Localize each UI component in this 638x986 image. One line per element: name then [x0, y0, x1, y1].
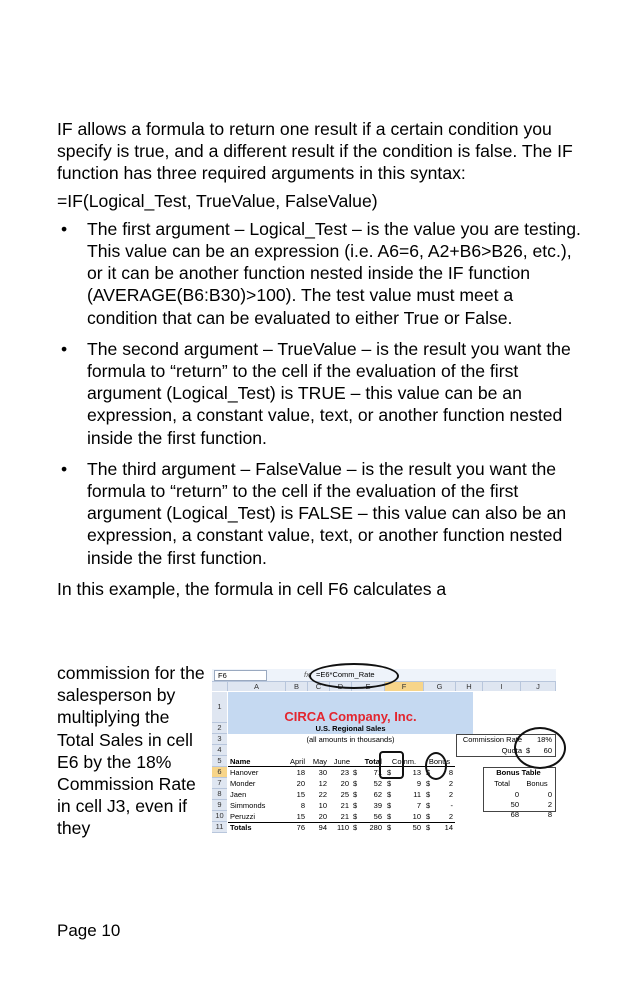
- table-cell: $: [353, 768, 358, 777]
- table-cell: 20: [318, 812, 327, 821]
- table-cell: 14: [444, 823, 453, 832]
- bonus-cell: 0: [547, 790, 552, 799]
- column-header: A: [228, 682, 286, 691]
- header-name: Name: [230, 757, 251, 766]
- table-cell: 21: [340, 801, 349, 810]
- syntax-line: =IF(Logical_Test, TrueValue, FalseValue): [57, 190, 378, 211]
- row-header: 3: [212, 734, 227, 745]
- argument-list: [57, 218, 587, 569]
- table-cell: 10: [318, 801, 327, 810]
- comm-rate-value: 18%: [536, 735, 552, 744]
- row-header: 8: [212, 789, 227, 800]
- table-cell: 7: [416, 801, 421, 810]
- row-header: 6: [212, 767, 227, 778]
- table-cell: $: [353, 801, 358, 810]
- table-cell: 94: [318, 823, 327, 832]
- header-comm: Comm.: [391, 757, 417, 766]
- bonus-cell: 68: [510, 810, 519, 819]
- table-cell: 15: [296, 790, 305, 799]
- table-cell: 15: [296, 812, 305, 821]
- column-header: E: [352, 682, 385, 691]
- sheet-title: CIRCA Company, Inc.: [284, 709, 417, 724]
- document-body: [57, 118, 587, 600]
- table-cell: 56: [373, 812, 382, 821]
- corner-cell: [212, 682, 228, 691]
- table-cell: 13: [412, 768, 421, 777]
- table-cell: 18: [296, 768, 305, 777]
- table-cell: 25: [340, 790, 349, 799]
- column-header: I: [483, 682, 521, 691]
- table-cell: 11: [413, 790, 421, 799]
- bonus-cell: 8: [547, 810, 552, 819]
- table-cell: $: [387, 823, 392, 832]
- header-bonus: Bonus: [428, 757, 451, 766]
- bonus-cell: 50: [510, 800, 519, 809]
- row-header: 9: [212, 800, 227, 811]
- example-lead: In this example, the formula in cell F6 calculates a: [57, 578, 447, 599]
- rate-highlight-ring: [514, 727, 566, 769]
- bullet-icon: •: [61, 338, 68, 359]
- table-cell: 9: [416, 779, 421, 788]
- row-header: 10: [212, 811, 227, 822]
- table-cell: 39: [373, 801, 382, 810]
- table-cell: $: [387, 779, 392, 788]
- table-cell: $: [353, 812, 358, 821]
- row-header: 1: [212, 692, 227, 723]
- table-cell: 2: [448, 779, 453, 788]
- table-cell: 280: [369, 823, 382, 832]
- header-total: Total: [364, 757, 382, 766]
- quota-label: Quota: [501, 746, 522, 755]
- bonus-table-title: Bonus Table: [496, 768, 541, 777]
- intro-paragraph: IF allows a formula to return one result if a certain condition you specify is true, and a different result if the condition is false. The IF function has three required arguments in this syntax:: [57, 119, 573, 184]
- row-name: Hanover: [230, 768, 259, 777]
- bonus-header-total: Total: [494, 779, 510, 788]
- table-cell: 110: [337, 823, 349, 832]
- row-name: Totals: [230, 823, 252, 832]
- table-cell: 62: [373, 790, 382, 799]
- table-cell: 76: [296, 823, 305, 832]
- name-box: F6: [214, 670, 267, 681]
- table-cell: $: [426, 790, 431, 799]
- table-cell: 20: [296, 779, 305, 788]
- table-cell: 2: [448, 812, 453, 821]
- table-cell: 23: [340, 768, 349, 777]
- list-item: • The second argument – TrueValue – is the result you want the formula to “return” to the cell if the evaluation of the first argument (Logical_Test) is TRUE – this value can be an expression, a constant value, text, or another function nested inside the first function.: [61, 338, 571, 448]
- column-header: D: [330, 682, 352, 691]
- table-cell: 20: [340, 779, 349, 788]
- table-cell: $: [353, 790, 358, 799]
- column-header: B: [286, 682, 308, 691]
- table-cell: $: [426, 779, 431, 788]
- column-header: J: [521, 682, 556, 691]
- column-header: H: [456, 682, 483, 691]
- bonus-header-bonus: Bonus: [526, 779, 548, 788]
- header-may: May: [312, 757, 327, 766]
- spreadsheet-figure: [212, 669, 556, 839]
- example-side-text: commission for the salesperson by multiplying the Total Sales in cell E6 by the 18% Commission Rate in cell J3, even if they: [57, 663, 205, 839]
- header-underline: [228, 766, 455, 767]
- table-cell: 8: [300, 801, 305, 810]
- table-cell: 30: [318, 768, 327, 777]
- table-cell: $: [353, 779, 358, 788]
- table-cell: 12: [318, 779, 327, 788]
- table-cell: 52: [373, 779, 382, 788]
- row-name: Simmonds: [230, 801, 266, 810]
- table-cell: $: [387, 768, 392, 777]
- table-cell: $: [426, 812, 431, 821]
- row-header: 11: [212, 822, 227, 833]
- bullet-icon: •: [61, 218, 68, 239]
- quota-value: 60: [543, 746, 552, 755]
- fx-icon: fx: [304, 670, 310, 679]
- column-header: G: [424, 682, 456, 691]
- row-name: Monder: [230, 779, 256, 788]
- table-cell: 8: [448, 768, 453, 777]
- row-name: Jaen: [230, 790, 247, 799]
- table-cell: -: [450, 801, 453, 810]
- table-cell: 50: [412, 823, 421, 832]
- bonus-highlight-ring: [425, 752, 447, 780]
- table-cell: $: [387, 801, 392, 810]
- formula-text: =E6*Comm_Rate: [316, 670, 375, 679]
- bullet-icon: •: [61, 458, 68, 479]
- table-cell: 71: [373, 768, 382, 777]
- total-highlight-box: [379, 751, 404, 779]
- table-cell: 10: [412, 812, 421, 821]
- sheet-subtitle-2: (all amounts in thousands): [306, 735, 395, 744]
- table-cell: 22: [318, 790, 327, 799]
- row-name: Peruzzi: [230, 812, 256, 821]
- bonus-cell: 2: [547, 800, 552, 809]
- row-header: 4: [212, 745, 227, 756]
- bonus-cell: 0: [514, 790, 519, 799]
- comm-rate-label: Commission Rate: [462, 735, 522, 744]
- header-june: June: [333, 757, 350, 766]
- table-cell: 21: [340, 812, 349, 821]
- header-april: April: [289, 757, 305, 766]
- list-item: • The first argument – Logical_Test – is the value you are testing. This value can be an expression (i.e. A6=6, A2+B6>B26, etc.), or it can be another function nested inside the IF function (AVERAGE(B6:B30)>100). The test value must meet a condition that can be evaluated to either True or False.: [61, 218, 581, 328]
- quota-currency: $: [526, 746, 531, 755]
- table-cell: $: [353, 823, 358, 832]
- row-header: 7: [212, 778, 227, 789]
- totals-rule: [228, 822, 455, 823]
- table-cell: 2: [448, 790, 453, 799]
- table-cell: $: [387, 790, 392, 799]
- table-cell: $: [426, 768, 431, 777]
- formula-highlight-ring: [309, 663, 399, 689]
- sheet-subtitle: U.S. Regional Sales: [315, 724, 386, 733]
- table-cell: $: [426, 823, 431, 832]
- column-header: C: [308, 682, 330, 691]
- list-item: • The third argument – FalseValue – is the result you want the formula to “return” to the cell if the evaluation of the first argument (Logical_Test) is FALSE – this value can also be an expression, a constant value, text, or another function nested inside the first function.: [61, 458, 567, 568]
- page-number: Page 10: [57, 921, 121, 940]
- table-cell: $: [387, 812, 392, 821]
- row-header: 5: [212, 756, 227, 767]
- row-header: 2: [212, 723, 227, 734]
- table-cell: $: [426, 801, 431, 810]
- column-header: F: [385, 682, 424, 691]
